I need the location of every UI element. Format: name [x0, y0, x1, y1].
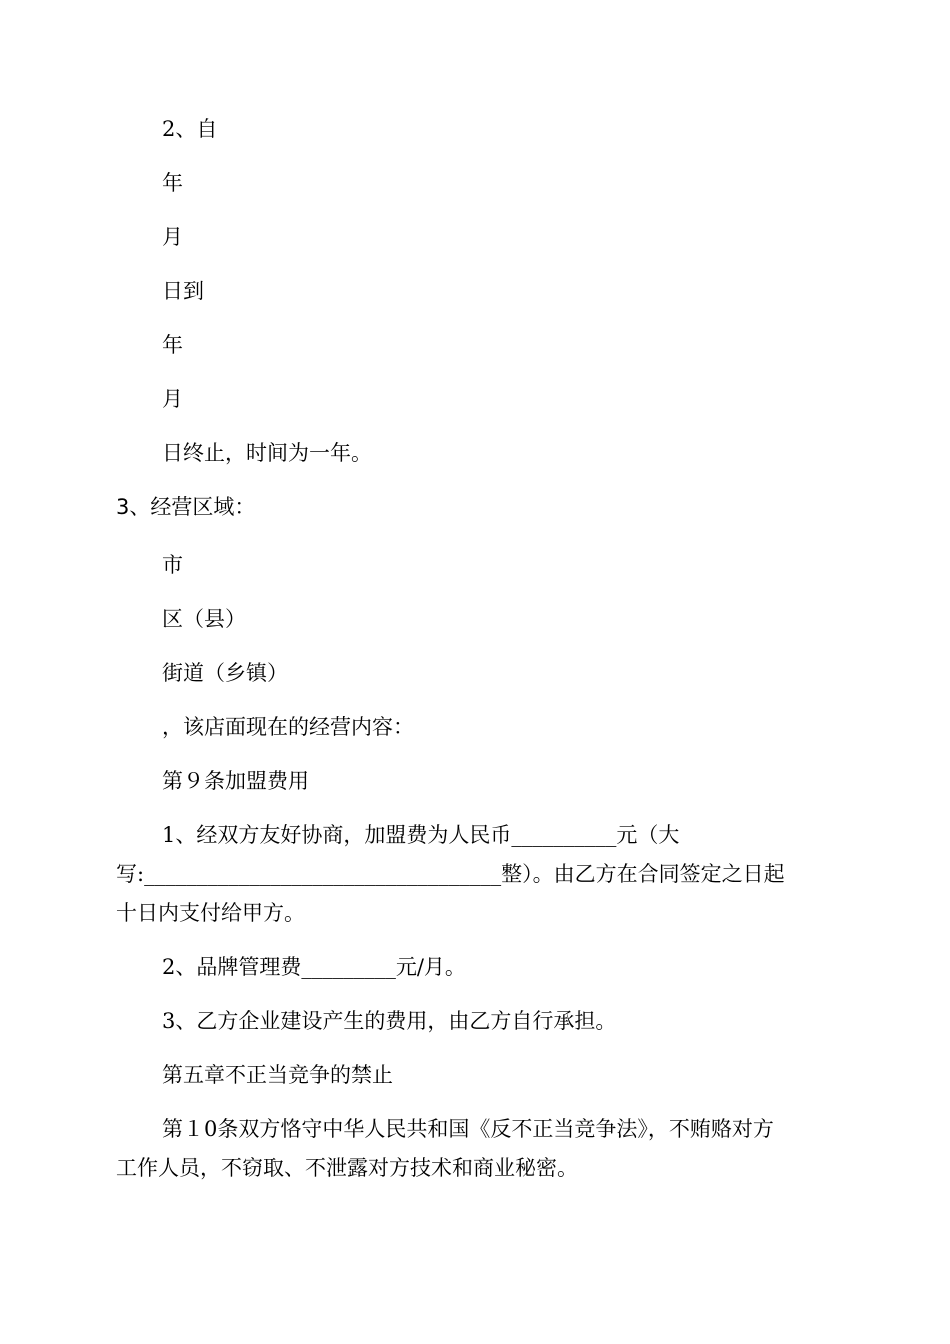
article-heading: 第９条加盟费用: [162, 769, 309, 793]
text-line: 写:__________________________________整）。由乙方在合同签定之日起: [116, 862, 785, 886]
text-line: 十日内支付给甲方。: [116, 901, 305, 925]
text-line: ，该店面现在的经营内容：: [162, 715, 414, 739]
text-line: 月: [162, 225, 183, 249]
text-line: 市: [162, 553, 183, 577]
text-line: 年: [162, 171, 183, 195]
text-line: 街道（乡镇）: [162, 661, 288, 685]
text-line: 第１0条双方恪守中华人民共和国《反不正当竞争法》，不贿赂对方: [162, 1117, 774, 1141]
text-line: 3、乙方企业建设产生的费用，由乙方自行承担。: [162, 1009, 617, 1033]
text-line: 月: [162, 387, 183, 411]
text-line: 年: [162, 333, 183, 357]
chapter-heading: 第五章不正当竞争的禁止: [162, 1063, 393, 1087]
section-heading: 3、经营区域：: [116, 495, 256, 519]
text-line: 日终止，时间为一年。: [162, 441, 372, 465]
text-line: 日到: [162, 279, 204, 303]
text-line: 2、自: [162, 117, 218, 141]
text-line: 工作人员，不窃取、不泄露对方技术和商业秘密。: [116, 1156, 578, 1180]
text-line: 1、经双方友好协商，加盟费为人民币__________元（大: [162, 823, 680, 847]
text-line: 2、品牌管理费_________元/月。: [162, 955, 466, 979]
text-line: 区（县）: [162, 607, 246, 631]
